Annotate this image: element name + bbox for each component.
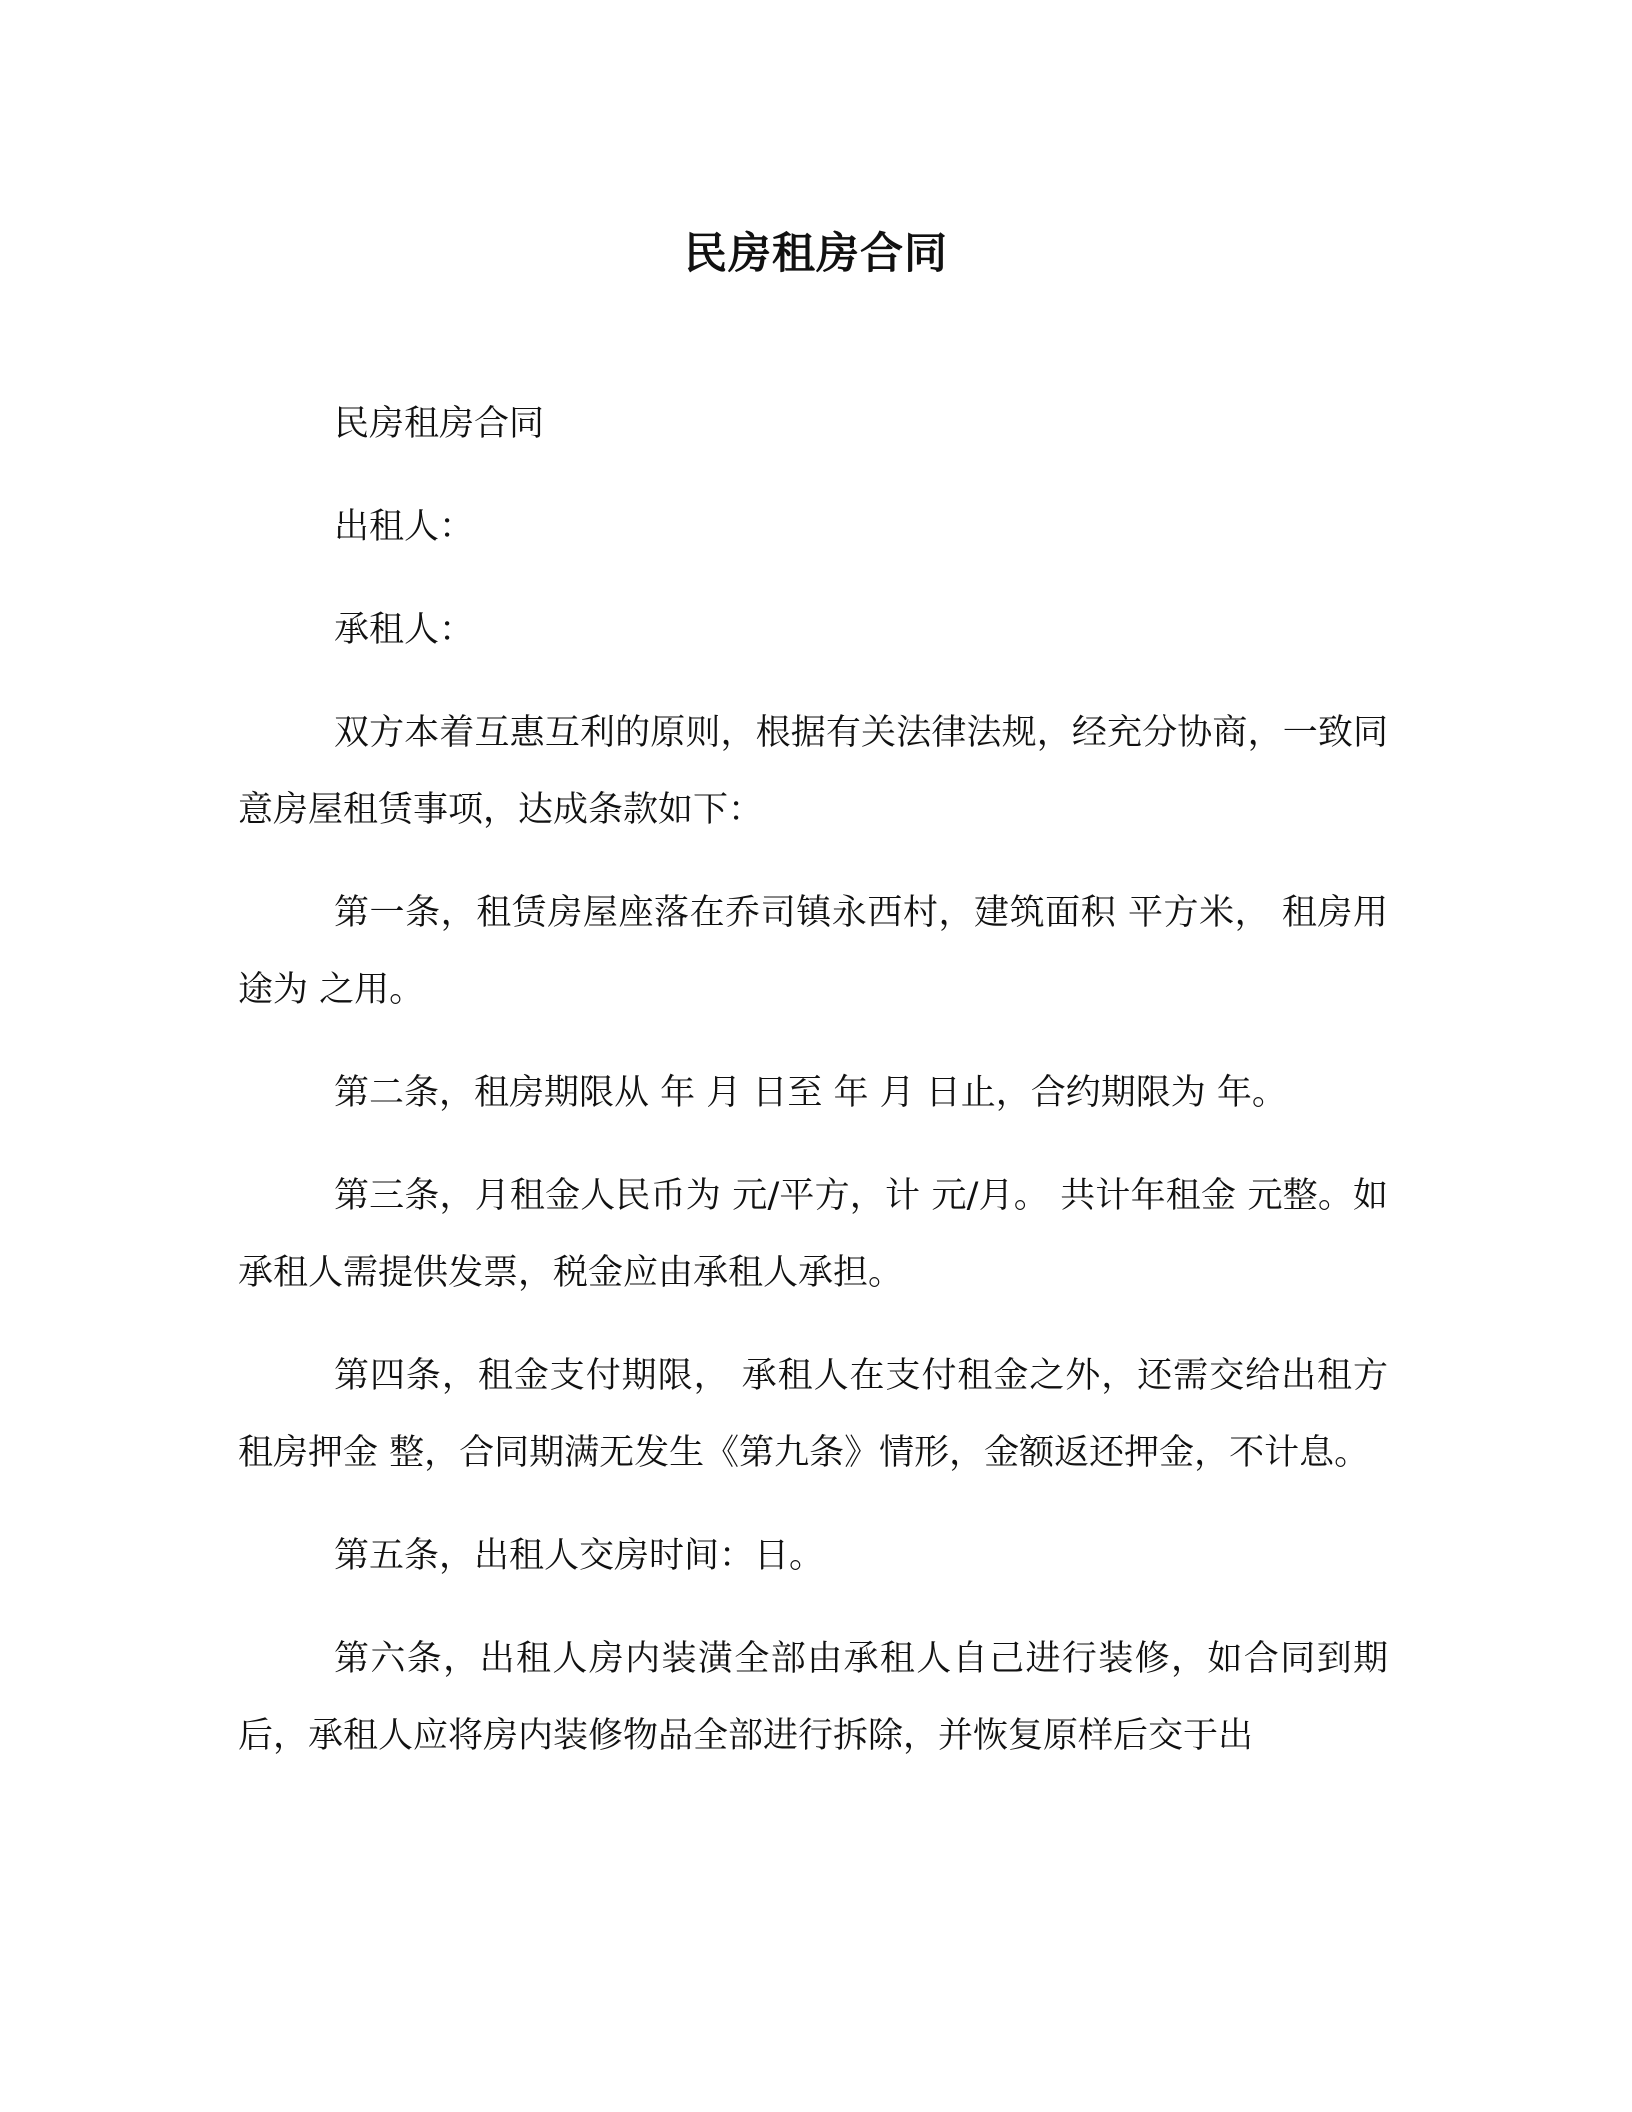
paragraph-article-4: 第四条，租金支付期限， 承租人在支付租金之外，还需交给出租方租房押金 整，合同期满无发生《第九条》情形，金额返还押金，不计息。 [238,1356,1388,1473]
paragraph-lessee: 承租人： [334,610,475,650]
document-title: 民房租房合同 [684,229,948,279]
paragraph-subtitle: 民房租房合同 [334,404,545,444]
paragraph-article-6: 第六条，出租人房内装潢全部由承租人自己进行装修，如合同到期后，承租人应将房内装修物品全部进行拆除，并恢复原样后交于出 [238,1639,1388,1756]
document-body [238,386,1388,1801]
paragraph-lessor: 出租人： [334,507,475,547]
paragraph-article-5: 第五条，出租人交房时间：日。 [334,1536,825,1576]
paragraph-article-2: 第二条，租房期限从 年 月 日至 年 月 日止，合约期限为 年。 [334,1073,1287,1113]
paragraph-preamble: 双方本着互惠互利的原则，根据有关法律法规，经充分协商，一致同意房屋租赁事项，达成条款如下： [238,713,1388,830]
paragraph-article-3: 第三条，月租金人民币为 元/平方，计 元/月。 共计年租金 元整。如承租人需提供发票，税金应由承租人承担。 [238,1176,1388,1293]
paragraph-article-1: 第一条，租赁房屋座落在乔司镇永西村，建筑面积 平方米， 租房用途为 之用。 [238,893,1388,1010]
